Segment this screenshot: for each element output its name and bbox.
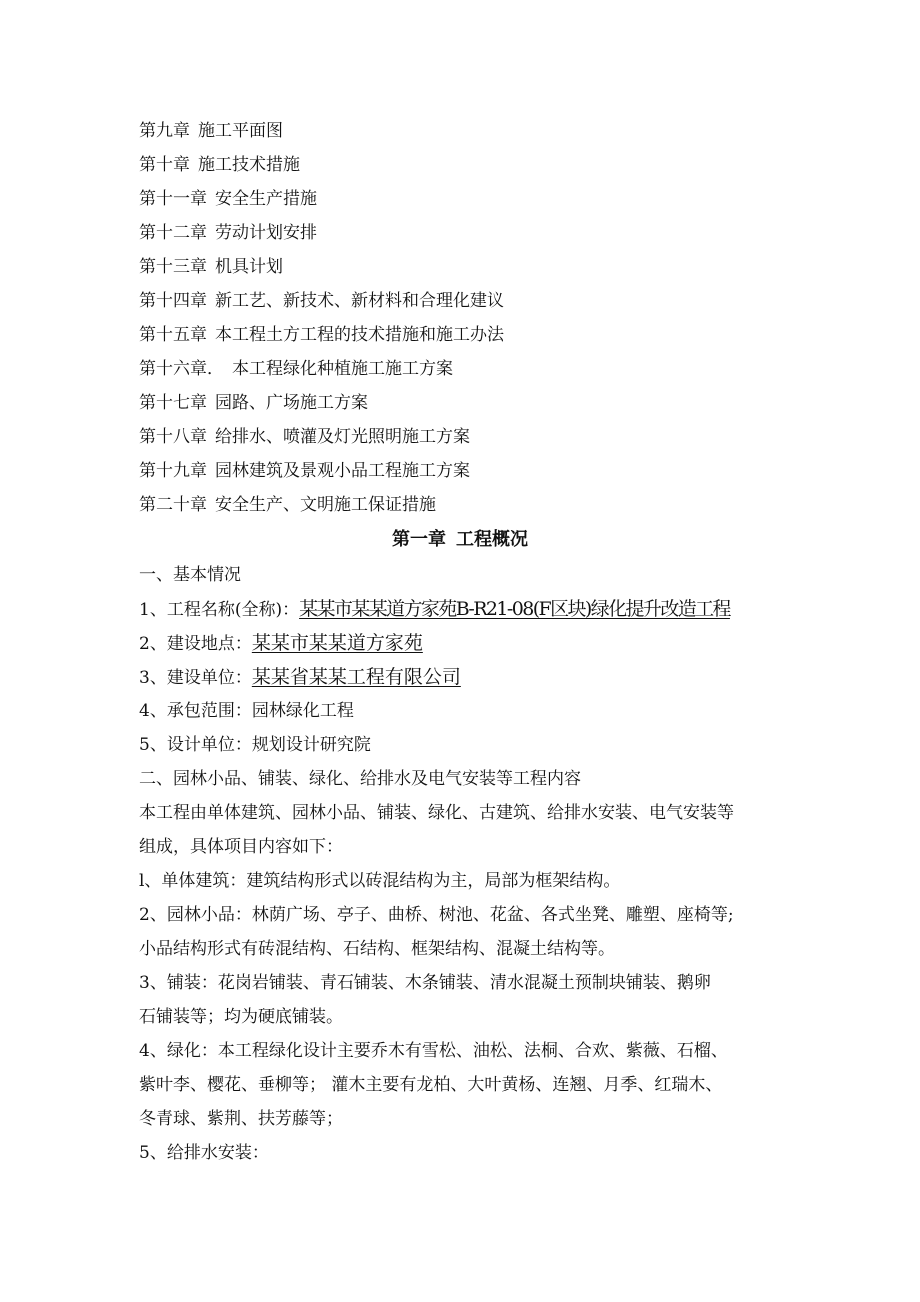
toc-entry	[139, 154, 300, 176]
toc-chapter-number: 第十三章	[139, 257, 207, 277]
body-text-line: 小品结构形式有砖混结构、石结构、框架结构、混凝土结构等。	[139, 939, 615, 959]
toc-entry	[139, 392, 368, 414]
toc-chapter-number: 第十章	[139, 155, 190, 175]
toc-entry	[139, 460, 470, 482]
toc-chapter-title: 园路、广场施工方案	[215, 393, 368, 413]
toc-entry	[139, 324, 504, 346]
info-label: 5、设计单位：	[139, 735, 252, 755]
toc-entry	[139, 426, 470, 448]
section-heading: 二、园林小品、铺装、绿化、给排水及电气安装等工程内容	[139, 769, 581, 789]
info-value: 规划设计研究院	[251, 735, 371, 755]
toc-chapter-number: 第十五章	[139, 325, 207, 345]
toc-chapter-title: 施工平面图	[198, 121, 283, 141]
info-item-scope	[139, 700, 354, 722]
toc-chapter-number: 第十八章	[139, 427, 207, 447]
info-item-project-name	[139, 598, 730, 621]
toc-entry	[139, 222, 317, 244]
body-text-line: 紫叶李、樱花、垂柳等； 灌木主要有龙柏、大叶黄杨、连翘、月季、红瑞木、	[139, 1075, 723, 1095]
info-value: 某某省某某工程有限公司	[251, 666, 461, 688]
toc-chapter-number: 第十六章．	[139, 359, 224, 379]
body-text-line: 4、绿化：本工程绿化设计主要乔木有雪松、油松、法桐、合欢、紫薇、石榴、	[139, 1041, 728, 1061]
toc-chapter-title: 给排水、喷灌及灯光照明施工方案	[215, 427, 470, 447]
body-text-line: 石铺装等；均为硬底铺装。	[139, 1007, 343, 1027]
chapter-title: 工程概况	[456, 529, 528, 550]
body-text-line: 组成，具体项目内容如下：	[139, 837, 343, 857]
info-item-designer	[139, 734, 371, 756]
toc-entry	[139, 120, 283, 142]
toc-chapter-number: 第二十章	[139, 495, 207, 515]
info-item-location	[139, 632, 423, 655]
toc-chapter-number: 第十七章	[139, 393, 207, 413]
info-value: 某某市某某道方家苑B-R21-08(F区块)绿化提升改造工程	[299, 598, 730, 620]
toc-chapter-title: 安全生产措施	[215, 189, 317, 209]
toc-chapter-title: 本工程绿化种植施工施工方案	[232, 359, 453, 379]
toc-chapter-number: 第九章	[139, 121, 190, 141]
info-value: 园林绿化工程	[251, 701, 354, 721]
toc-entry	[139, 494, 436, 516]
toc-chapter-title: 施工技术措施	[198, 155, 300, 175]
info-label: 2、建设地点：	[139, 634, 252, 654]
toc-chapter-number: 第十九章	[139, 461, 207, 481]
info-item-owner	[139, 666, 461, 689]
toc-entry	[139, 256, 283, 278]
toc-entry	[139, 188, 317, 210]
chapter-heading	[0, 528, 920, 552]
toc-chapter-number: 第十四章	[139, 291, 207, 311]
toc-chapter-title: 机具计划	[215, 257, 283, 277]
info-label: 3、建设单位：	[139, 668, 252, 688]
info-value: 某某市某某道方家苑	[251, 632, 423, 654]
toc-chapter-title: 安全生产、文明施工保证措施	[215, 495, 436, 515]
toc-chapter-title: 本工程土方工程的技术措施和施工办法	[215, 325, 504, 345]
body-text-line: 3、铺装：花岗岩铺装、青石铺装、木条铺装、清水混凝土预制块铺装、鹅卵	[139, 973, 711, 993]
chapter-number: 第一章	[392, 529, 446, 550]
info-label: 1、工程名称(全称)：	[139, 600, 300, 620]
toc-chapter-title: 园林建筑及景观小品工程施工方案	[215, 461, 470, 481]
body-text-line: 5、给排水安装：	[139, 1143, 269, 1163]
toc-chapter-number: 第十一章	[139, 189, 207, 209]
body-text-line: 冬青球、紫荆、扶芳藤等；	[139, 1109, 343, 1129]
toc-chapter-number: 第十二章	[139, 223, 207, 243]
info-label: 4、承包范围：	[139, 701, 252, 721]
section-heading: 一、基本情况	[139, 565, 241, 585]
toc-entry	[139, 358, 453, 380]
toc-chapter-title: 劳动计划安排	[215, 223, 317, 243]
body-text-line: 本工程由单体建筑、园林小品、铺装、绿化、古建筑、给排水安装、电气安装等	[139, 803, 734, 823]
toc-chapter-title: 新工艺、新技术、新材料和合理化建议	[215, 291, 504, 311]
body-text-line: 2、园林小品：林荫广场、亭子、曲桥、树池、花盆、各式坐凳、雕塑、座椅等;	[139, 905, 734, 925]
toc-entry	[139, 290, 504, 312]
body-text-line: l、单体建筑：建筑结构形式以砖混结构为主，局部为框架结构。	[139, 871, 621, 891]
